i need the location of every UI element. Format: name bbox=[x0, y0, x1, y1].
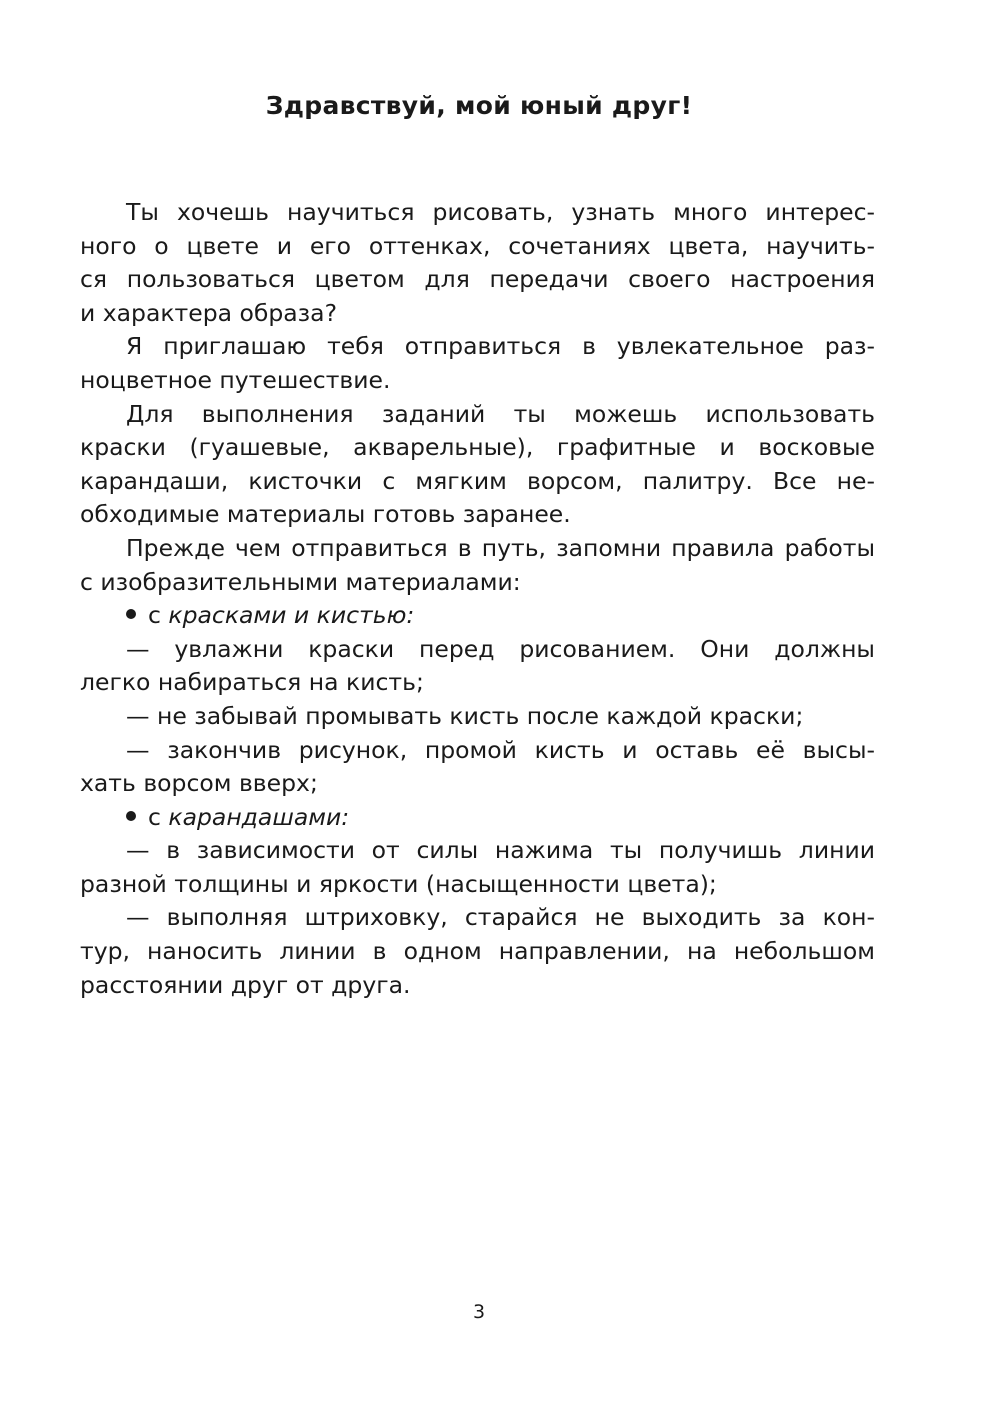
bullet-item-paints bbox=[80, 599, 875, 633]
text-line: — не забывай промывать кисть после каждой краски; bbox=[126, 701, 804, 730]
text-line: расстоянии друг от друга. bbox=[80, 970, 411, 999]
text-line: ся пользоваться цветом для передачи своего настроения bbox=[80, 265, 875, 294]
bullet-icon bbox=[126, 609, 136, 619]
text-line: разной толщины и яркости (насыщенности цвета); bbox=[80, 869, 717, 898]
text-line: легко набираться на кисть; bbox=[80, 668, 424, 697]
bullet-icon bbox=[126, 811, 136, 821]
text-line: хать ворсом вверх; bbox=[80, 769, 318, 798]
bullet-italic-text: карандашами: bbox=[168, 802, 350, 831]
text-line: — в зависимости от силы нажима ты получишь линии bbox=[126, 836, 875, 865]
text-line: карандаши, кисточки с мягким ворсом, палитру. Все не- bbox=[80, 466, 875, 495]
text-line: — увлажни краски перед рисованием. Они должны bbox=[126, 634, 875, 663]
page-number: 3 bbox=[472, 1301, 486, 1323]
bullet-italic-text: красками и кистью: bbox=[168, 601, 415, 630]
text-line: Прежде чем отправиться в путь, запомни правила работы bbox=[126, 533, 875, 562]
text-line: Ты хочешь научиться рисовать, узнать много интерес- bbox=[126, 198, 875, 226]
bullet-prefix: с bbox=[148, 601, 161, 630]
bullet-item-pencils bbox=[80, 801, 875, 835]
text-line: Для выполнения заданий ты можешь использовать bbox=[126, 399, 875, 428]
text-line: ноцветное путешествие. bbox=[80, 365, 391, 394]
text-line: — выполняя штриховку, старайся не выходить за кон- bbox=[126, 903, 875, 932]
text-line: — закончив рисунок, промой кисть и оставь её высы- bbox=[126, 735, 875, 764]
text-line: краски (гуашевые, акварельные), графитные и восковые bbox=[80, 433, 875, 462]
page-title: Здравствуй, мой юный друг! bbox=[265, 91, 693, 120]
text-line: и характера образа? bbox=[80, 298, 338, 327]
text-line: обходимые материалы готовь заранее. bbox=[80, 500, 571, 529]
text-line: ного о цвете и его оттенках, сочетаниях цвета, научить- bbox=[80, 231, 875, 260]
text-line: Я приглашаю тебя отправиться в увлекательное раз- bbox=[126, 332, 875, 361]
bullet-prefix: с bbox=[148, 802, 161, 831]
text-line: тур, наносить линии в одном направлении, на небольшом bbox=[80, 937, 875, 966]
text-line: с изобразительными материалами: bbox=[80, 567, 521, 596]
body-text bbox=[80, 196, 875, 1002]
